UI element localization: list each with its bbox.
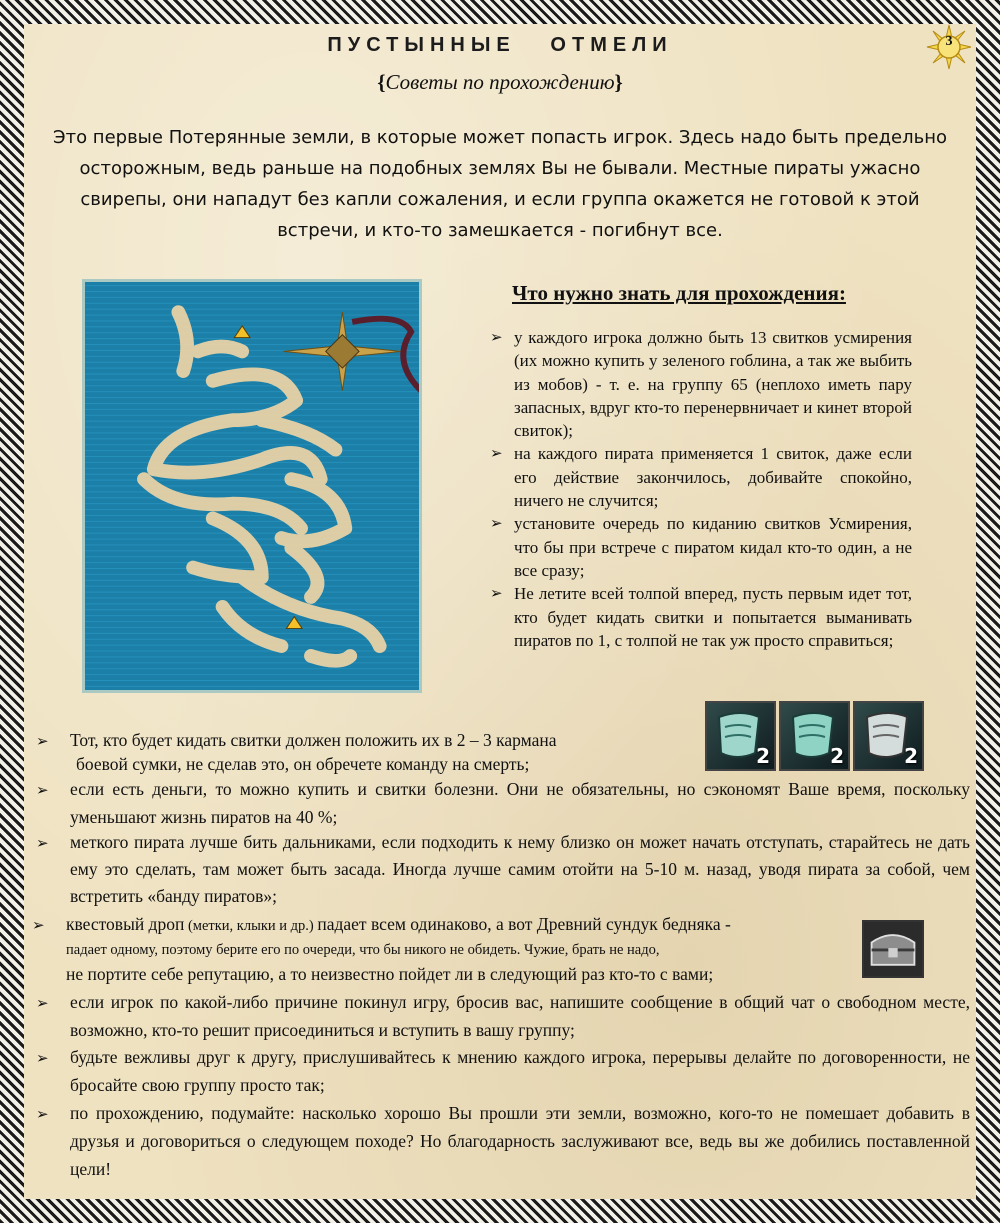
subtitle-close-brace: } [614, 70, 623, 94]
arrowhead-bullet-icon: ➢ [36, 732, 49, 750]
arrowhead-bullet-icon: ➢ [490, 584, 503, 603]
arrowhead-bullet-icon: ➢ [36, 781, 49, 799]
list-item: ➢ по прохождению, подумайте: насколько хорошо Вы прошли эти земли, возможно, кого-то не помешает добавить в друзья и договориться о следующем походе? Но благодарность заслуживают все, ведь вы же добились поставленной цели! [36, 1099, 970, 1183]
list-item: ➢ будьте вежливы друг к другу, прислушивайтесь к мнению каждого игрока, перерывы делайте по договоренности, не бросайте свою группу просто так; [36, 1043, 970, 1099]
page-title: ПУСТЫННЫЕ ОТМЕЛИ [327, 34, 673, 56]
page-number: 3 [945, 34, 953, 49]
list-item: ➢ меткого пирата лучше бить дальниками, если подходить к нему близко он может начать отступать, старайтесь не дать ему это сделать, там может быть засада. Иногда лучше самим отойти на 5-10 м. назад, уводя пирата за собой, чем встретить «банду пиратов»; [36, 832, 970, 906]
arrowhead-bullet-icon: ➢ [490, 514, 503, 533]
scroll-slot [853, 701, 924, 771]
arrowhead-bullet-icon: ➢ [36, 994, 49, 1012]
list-item: ➢ у каждого игрока должно быть 13 свитков усмирения (их можно купить у зеленого гоблина, а так же выбить из мобов) - т. е. на группу 65 (неплохо иметь пару запасных, вдруг кто-то перенервничает и кинет второй свиток); [490, 328, 912, 441]
list-item: ➢ квестовый дроп (метки, клыки и др.) падает всем одинаково, а вот Древний сундук бедняка - падает одному, поэтому берите его по очереди, что бы никого не обидеть. Чужие, брать не надо, не портите себе репутацию, а то неизвестно пойдет ли в следующий раз кто-то с вами; [32, 914, 731, 984]
scroll-qty: 2 [904, 744, 918, 768]
list-item: ➢ если игрок по какой-либо причине покинул игру, бросив вас, напишите сообщение в общий чат о свободном месте, возможно, кто-то решит присоединиться и вступить в вашу группу; [36, 988, 970, 1044]
tips-list [490, 326, 912, 652]
scroll-qty: 2 [830, 744, 844, 768]
subtitle-open-brace: { [377, 70, 386, 94]
list-item: ➢ если есть деньги, то можно купить и свитки болезни. Они не обязательны, но сэкономят Ваше время, поскольку уменьшают жизнь пиратов на 40 %; [36, 775, 970, 831]
arrowhead-bullet-icon: ➢ [36, 1105, 49, 1123]
list-item: ➢ Не летите всей толпой вперед, пусть первым идет тот, кто будет кидать свитки и попытается выманивать пиратов по 1, с толпой не так уж просто справиться; [490, 584, 912, 650]
section-title: Что нужно знать для прохождения: [512, 281, 846, 305]
list-item: ➢ Тот, кто будет кидать свитки должен положить их в 2 – 3 кармана боевой сумки, не сделав это, он обречете команду на смерть; [36, 730, 557, 774]
arrowhead-bullet-icon: ➢ [490, 328, 503, 346]
list-item: ➢ установите очередь по киданию свитков Усмирения, что бы при встрече с пиратом кидал кто-то один, а не все сразу; [490, 514, 912, 580]
scroll-slot [779, 701, 850, 771]
arrowhead-bullet-icon: ➢ [36, 834, 49, 852]
scroll-slot [705, 701, 776, 771]
arrowhead-bullet-icon: ➢ [490, 444, 503, 463]
arrowhead-bullet-icon: ➢ [36, 1049, 49, 1067]
scroll-inventory [705, 701, 924, 773]
arrowhead-bullet-icon: ➢ [32, 916, 45, 934]
page-subtitle [0, 70, 1000, 95]
island-map [82, 279, 422, 693]
subtitle-text: Советы по прохождению [385, 70, 615, 94]
chest-icon [862, 920, 924, 978]
list-item: ➢ на каждого пирата применяется 1 свиток, даже если его действие закончилось, добивайте спокойно, ничего не случится; [490, 444, 912, 511]
scroll-qty: 2 [756, 744, 770, 768]
intro-paragraph: Это первые Потерянные земли, в которые может попасть игрок. Здесь надо быть предельно осторожным, ведь раньше на подобных землях Вы не бывали. Местные пираты ужасно свирепы, они нападут без капли сожаления, и если группа окажется не готовой к этой встречи, и кто-то замешкается - погибнут все. [53, 127, 947, 241]
